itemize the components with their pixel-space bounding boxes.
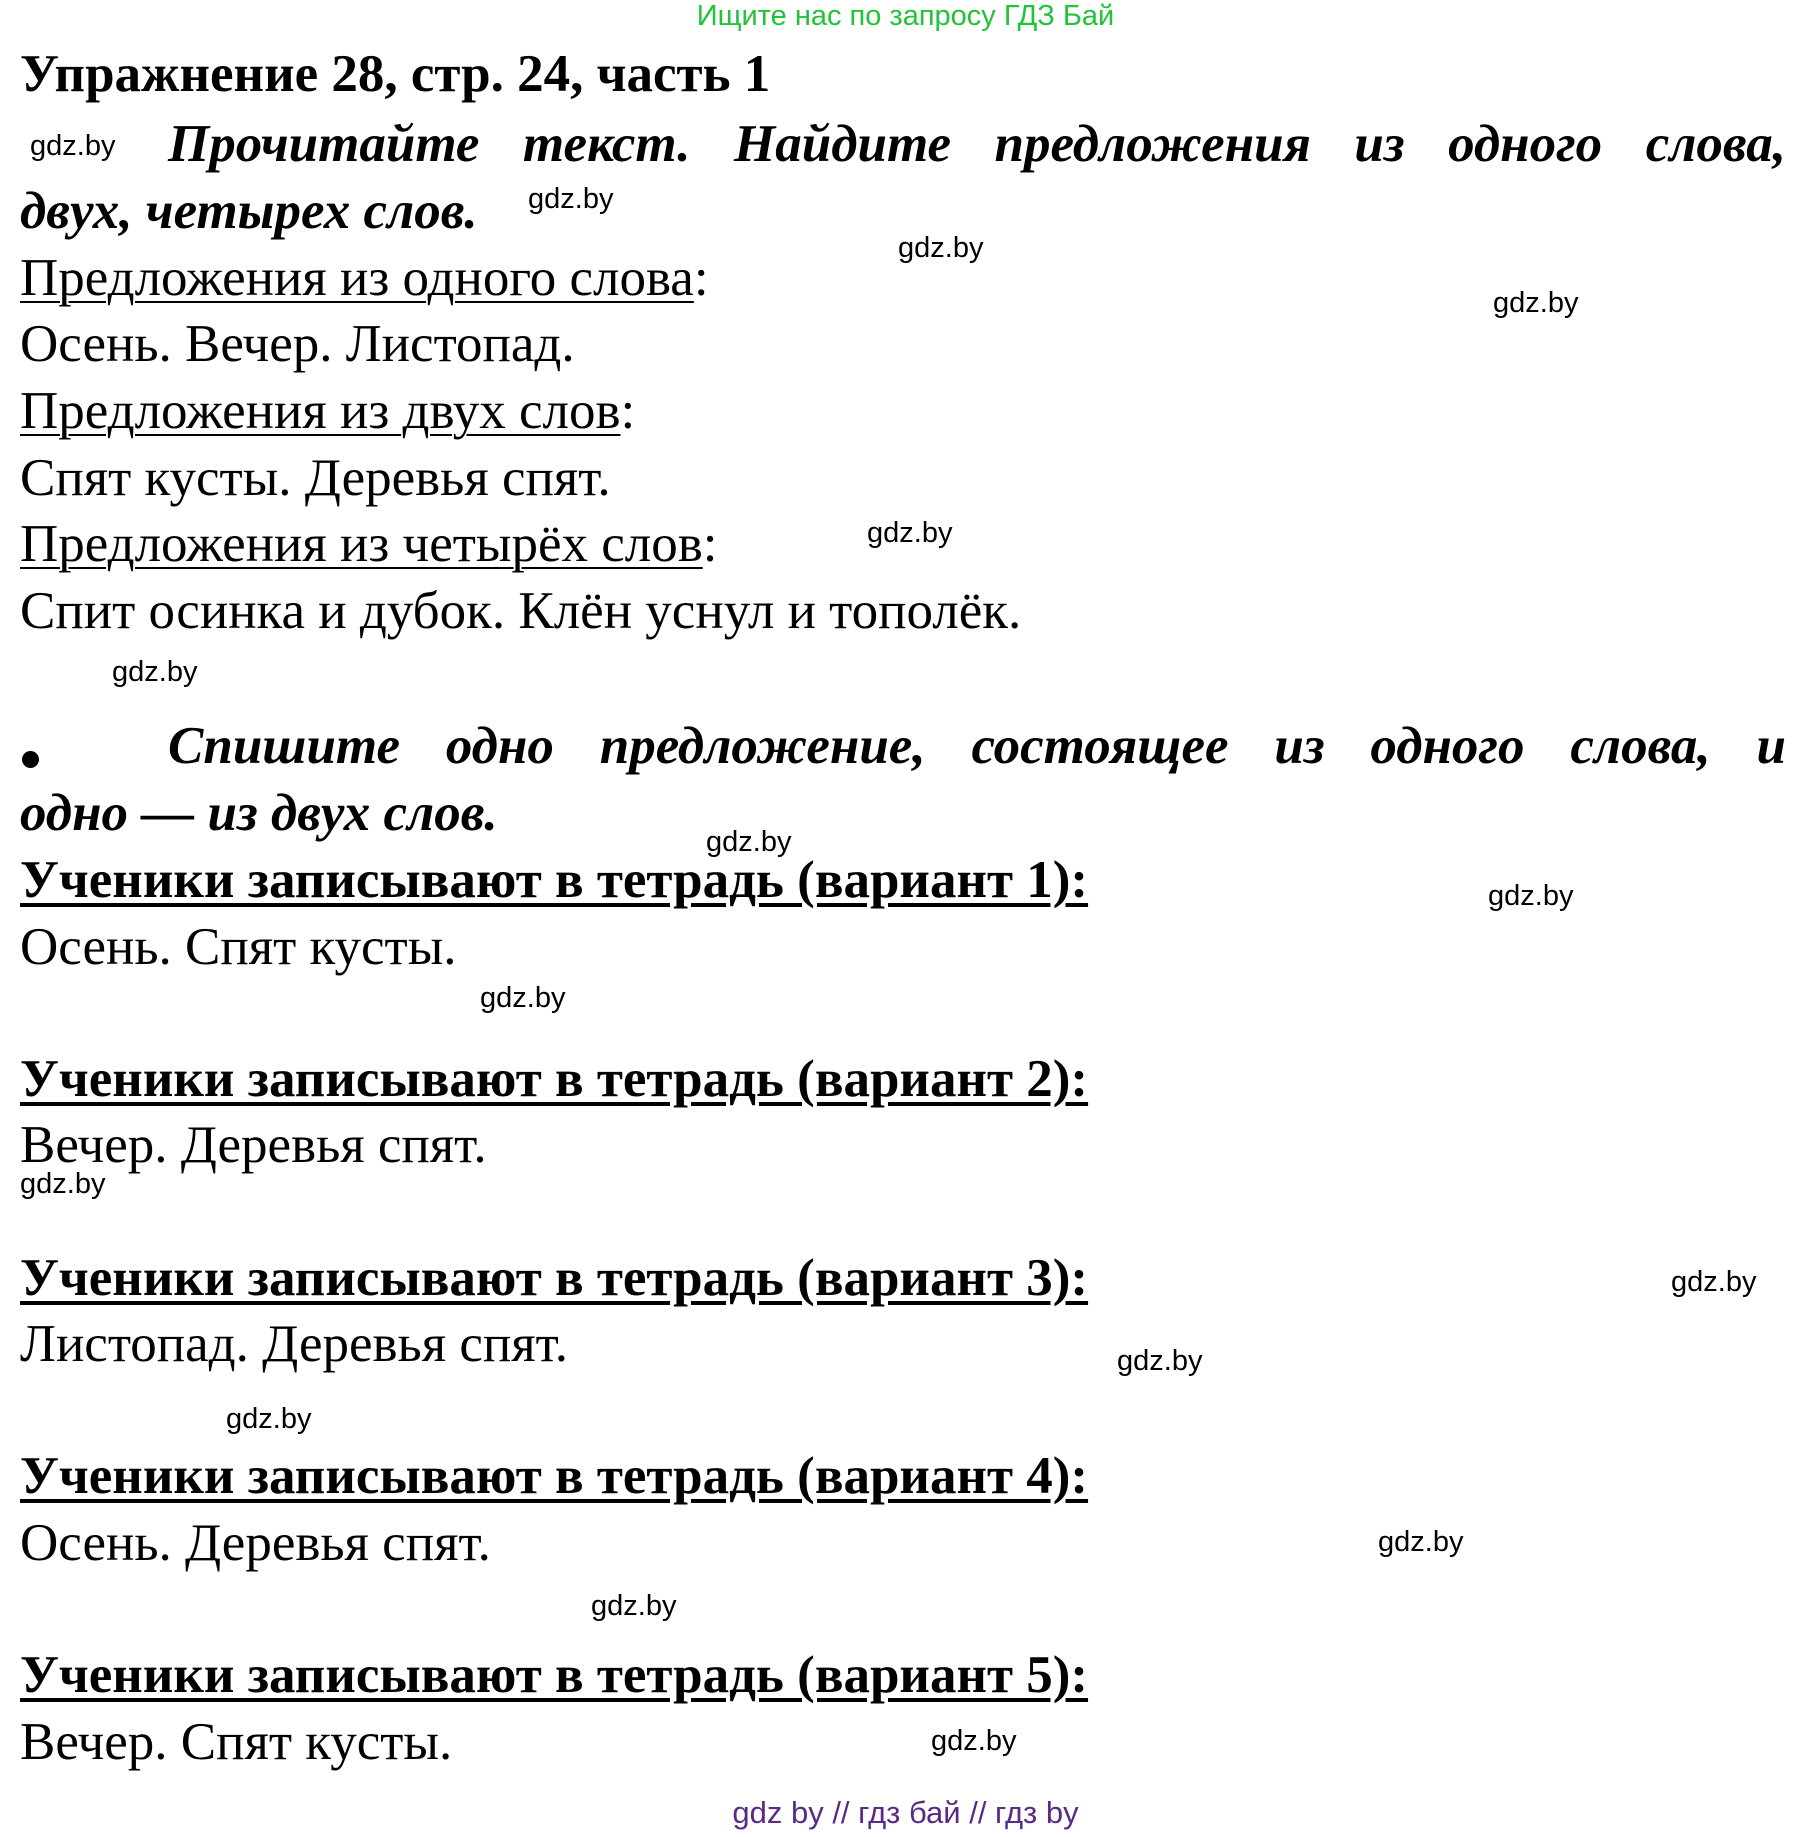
bullet-icon (22, 751, 39, 768)
task-2-line-1: Спишите одно предложение, состоящее из одного слова, и (168, 717, 1786, 775)
variant-5-text: Вечер. Спят кусты. (20, 1713, 453, 1771)
variant-1-text: Осень. Спят кусты. (20, 918, 457, 976)
watermark: gdz.by (1117, 1345, 1203, 1377)
watermark: gdz.by (931, 1725, 1017, 1757)
page-title: Упражнение 28, стр. 24, часть 1 (20, 45, 771, 103)
variant-4-text: Осень. Деревья спят. (20, 1514, 491, 1572)
section-colon: : (693, 249, 709, 307)
variant-3-text: Листопад. Деревья спят. (20, 1315, 569, 1373)
section-label: Предложения из двух слов (20, 382, 621, 440)
section-four-words-heading (20, 514, 718, 574)
variant-4-heading: Ученики записывают в тетрадь (вариант 4): (20, 1447, 1089, 1505)
variant-5-heading: Ученики записывают в тетрадь (вариант 5): (20, 1646, 1089, 1704)
section-one-word-heading (20, 248, 709, 308)
section-two-words-text: Спят кусты. Деревья спят. (20, 449, 611, 507)
task-1-line-1: Прочитайте текст. Найдите предложения из одного слова, (168, 115, 1786, 173)
watermark: gdz.by (1488, 880, 1574, 912)
watermark: gdz.by (30, 130, 116, 162)
section-label: Предложения из одного слова (20, 249, 694, 307)
watermark: gdz.by (226, 1403, 312, 1435)
section-four-words-text: Спит осинка и дубок. Клён уснул и тополёк. (20, 582, 1022, 640)
watermark: gdz.by (1671, 1266, 1757, 1298)
watermark: gdz.by (112, 656, 198, 688)
watermark: gdz.by (867, 517, 953, 549)
watermark: gdz.by (898, 232, 984, 264)
section-colon: : (620, 382, 636, 440)
watermark: gdz.by (706, 826, 792, 858)
section-one-word-text: Осень. Вечер. Листопад. (20, 315, 575, 373)
footer-links: gdz by // гдз бай // гдз by (732, 1795, 1079, 1830)
variant-3-heading: Ученики записывают в тетрадь (вариант 3): (20, 1249, 1089, 1307)
variant-2-heading: Ученики записывают в тетрадь (вариант 2): (20, 1050, 1089, 1108)
watermark: gdz.by (1378, 1526, 1464, 1558)
watermark: gdz.by (480, 982, 566, 1014)
variant-1-heading: Ученики записывают в тетрадь (вариант 1): (20, 851, 1089, 909)
section-label: Предложения из четырёх слов (20, 515, 703, 573)
watermark: gdz.by (1493, 287, 1579, 319)
watermark: gdz.by (20, 1168, 106, 1200)
section-colon: : (702, 515, 718, 573)
watermark: gdz.by (591, 1590, 677, 1622)
variant-2-text: Вечер. Деревья спят. (20, 1116, 487, 1174)
task-1-line-2: двух, четырех слов. (20, 182, 478, 240)
watermark: gdz.by (528, 183, 614, 215)
top-banner: Ищите нас по запросу ГДЗ Бай (696, 0, 1115, 32)
section-two-words-heading (20, 381, 635, 441)
task-2-line-2: одно — из двух слов. (20, 784, 498, 842)
